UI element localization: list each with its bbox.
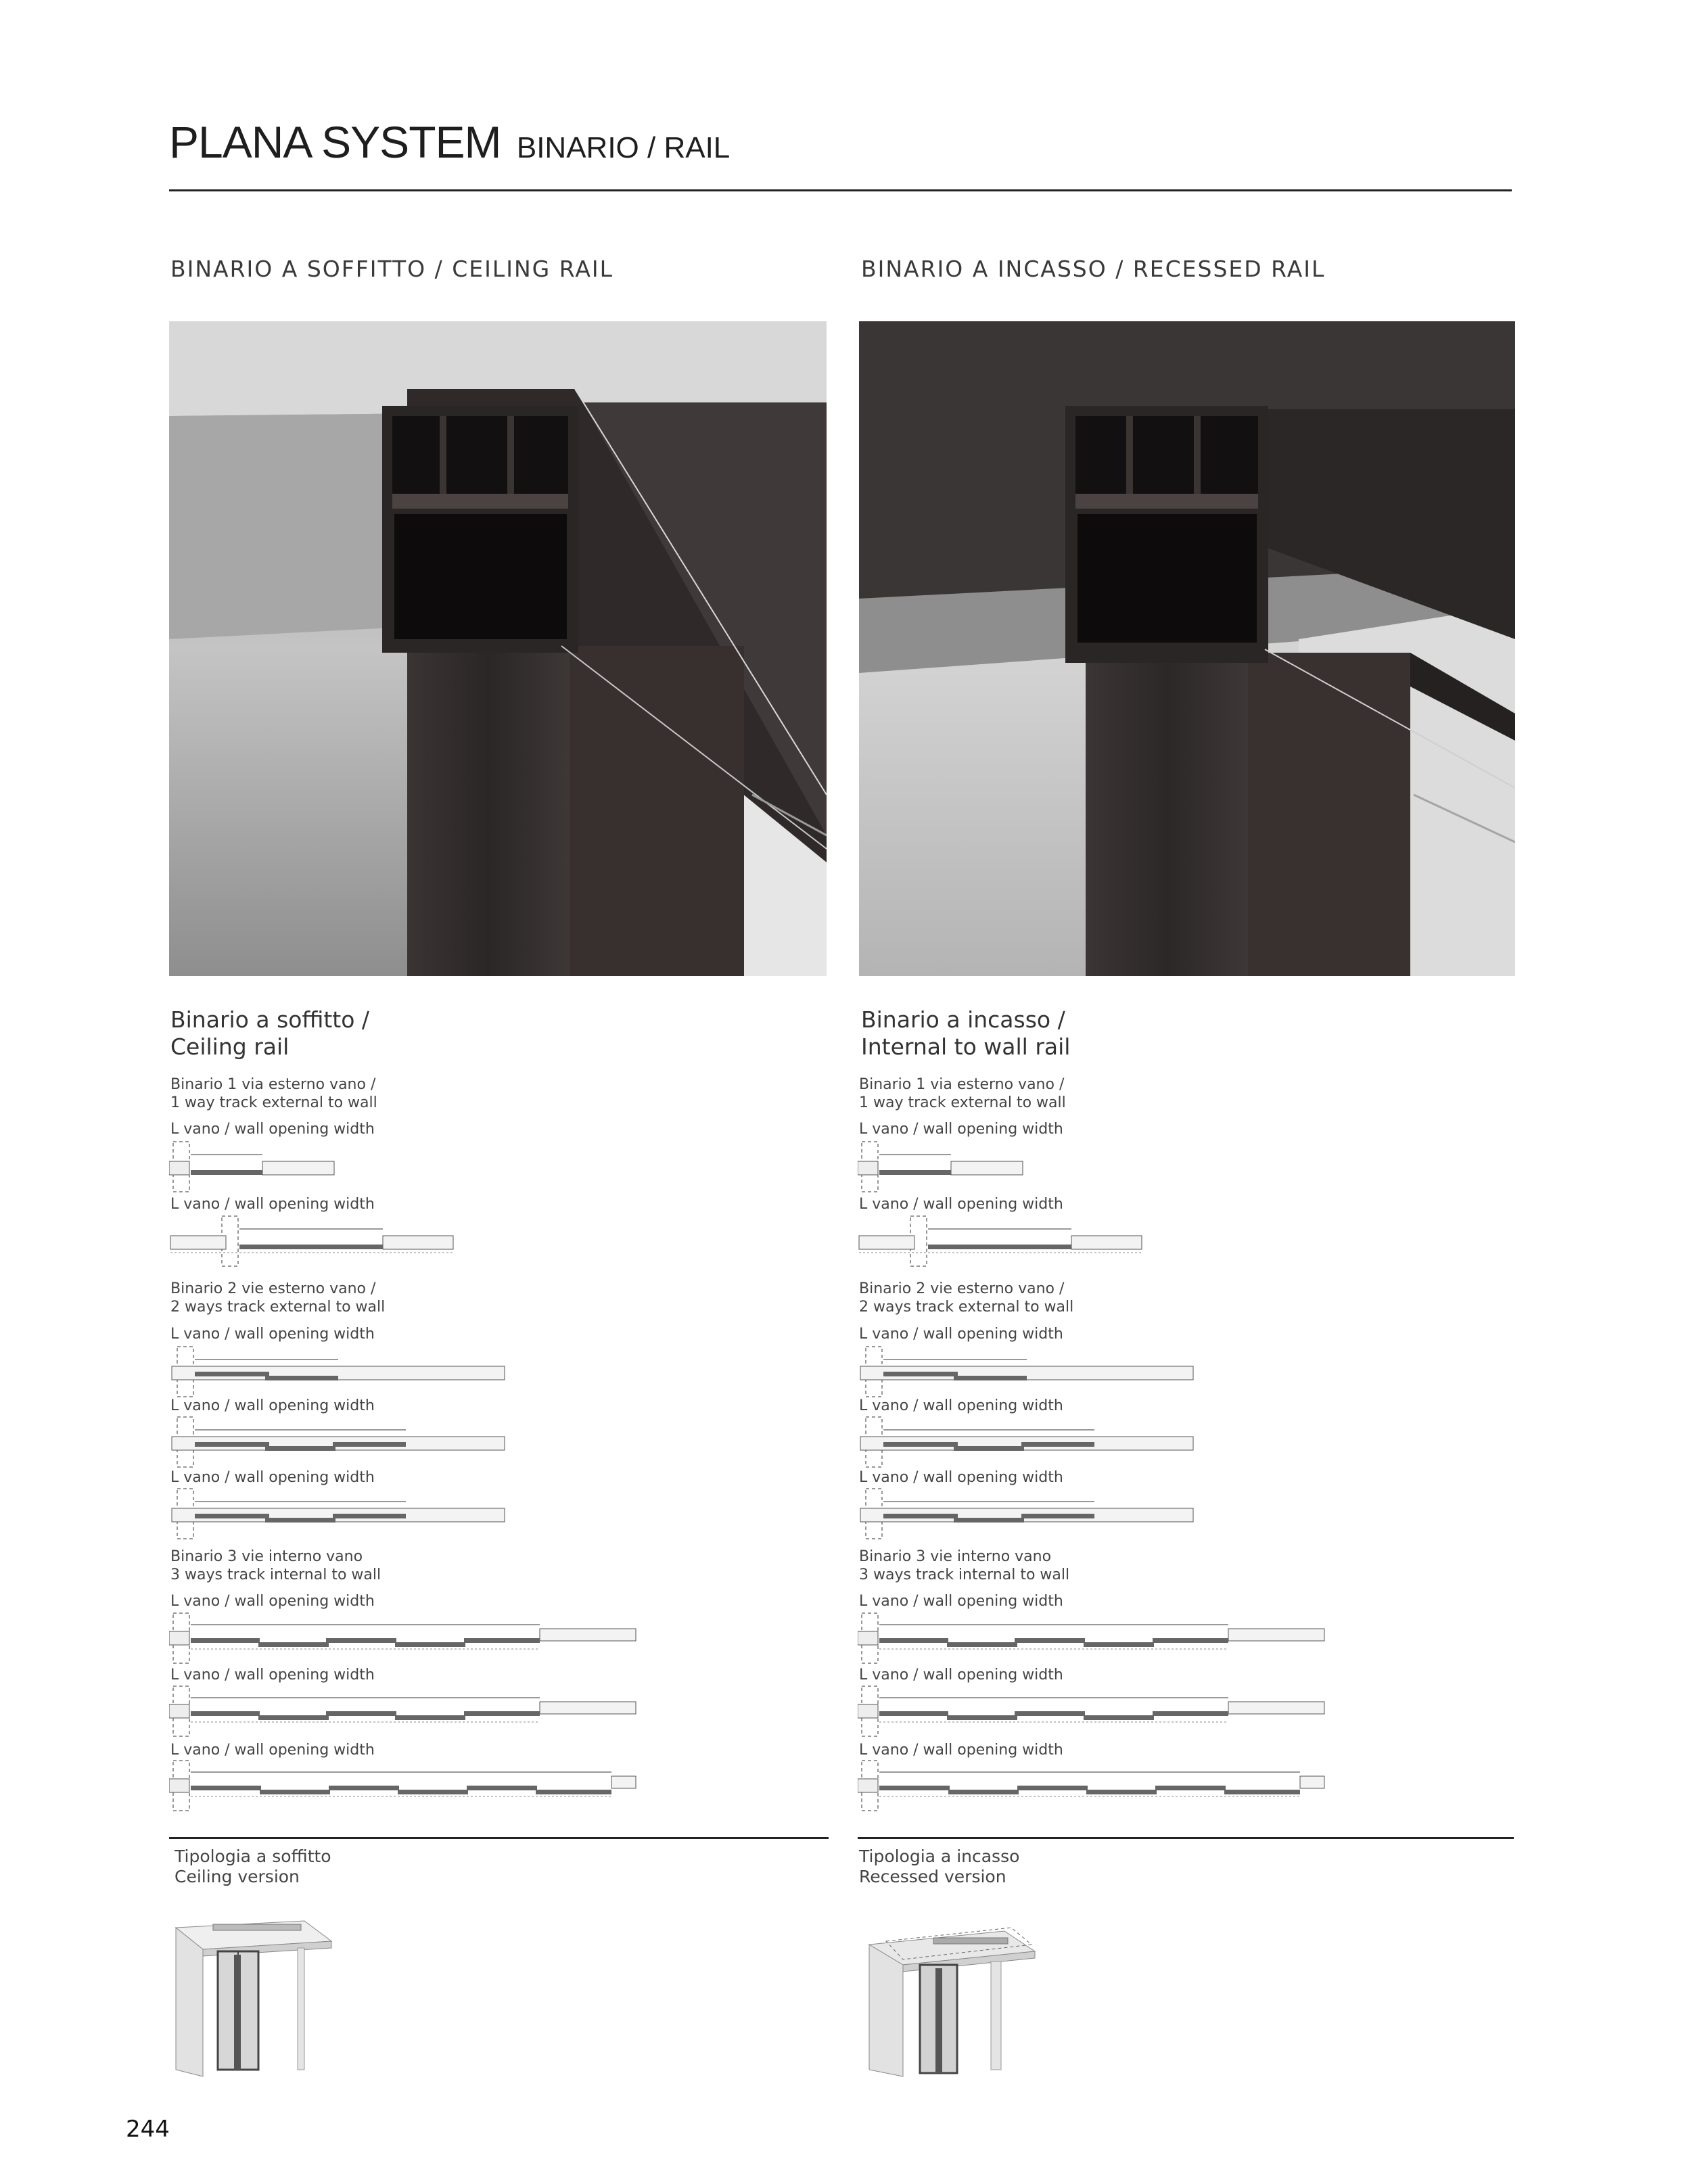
right-version-line1: Tipologia a incasso xyxy=(859,1846,1020,1866)
left-diagram-1way-a xyxy=(169,1140,338,1194)
right-diagram-1way-a xyxy=(858,1140,1027,1194)
ceiling-rail-photo xyxy=(169,321,827,976)
left-caption-line2: Ceiling rail xyxy=(170,1033,289,1060)
left-version-rule xyxy=(169,1837,829,1839)
left-diagram-2way-a xyxy=(169,1345,507,1399)
left-version-line1: Tipologia a soffitto xyxy=(175,1846,331,1866)
left-dim-label: L vano / wall opening width xyxy=(170,1196,375,1213)
right-one-way-it: Binario 1 via esterno vano / xyxy=(859,1076,1065,1093)
right-dim-label: L vano / wall opening width xyxy=(859,1742,1063,1759)
right-two-way-en: 2 ways track external to wall xyxy=(859,1299,1074,1316)
left-diagram-3way-a xyxy=(169,1611,643,1665)
left-version-line2: Ceiling version xyxy=(175,1867,300,1886)
page-title-sub: BINARIO / RAIL xyxy=(516,131,731,164)
right-three-way-heading xyxy=(859,1548,1069,1584)
right-version-rule xyxy=(858,1837,1514,1839)
right-section-title: BINARIO A INCASSO / RECESSED RAIL xyxy=(861,256,1326,282)
right-diagram-3way-a xyxy=(858,1611,1331,1665)
recessed-rail-photo xyxy=(859,321,1515,976)
left-diagram-2way-b xyxy=(169,1415,507,1469)
left-two-way-en: 2 ways track external to wall xyxy=(170,1299,386,1316)
right-two-way-it: Binario 2 vie esterno vano / xyxy=(859,1280,1065,1297)
ceiling-version-illustration xyxy=(169,1901,338,2083)
left-diagram-3way-b xyxy=(169,1684,643,1738)
right-two-way-heading xyxy=(859,1280,1073,1316)
right-three-way-en: 3 ways track internal to wall xyxy=(859,1566,1070,1583)
right-dim-label: L vano / wall opening width xyxy=(859,1196,1063,1213)
right-dim-label: L vano / wall opening width xyxy=(859,1593,1063,1610)
left-dim-label: L vano / wall opening width xyxy=(170,1593,375,1610)
right-caption xyxy=(861,1006,1070,1061)
left-dim-label: L vano / wall opening width xyxy=(170,1121,375,1138)
right-dim-label: L vano / wall opening width xyxy=(859,1469,1063,1486)
left-diagram-1way-b xyxy=(169,1214,460,1268)
page-title-main: PLANA SYSTEM xyxy=(169,117,501,167)
left-diagram-2way-c xyxy=(169,1487,507,1541)
right-diagram-3way-b xyxy=(858,1684,1331,1738)
left-one-way-heading xyxy=(170,1075,377,1112)
right-one-way-heading xyxy=(859,1075,1066,1112)
left-dim-label: L vano / wall opening width xyxy=(170,1742,375,1759)
right-caption-line2: Internal to wall rail xyxy=(861,1033,1071,1060)
right-version-caption xyxy=(859,1846,1019,1887)
left-two-way-heading xyxy=(170,1280,385,1316)
right-dim-label: L vano / wall opening width xyxy=(859,1397,1063,1414)
right-one-way-en: 1 way track external to wall xyxy=(859,1094,1066,1111)
left-dim-label: L vano / wall opening width xyxy=(170,1469,375,1486)
page-number: 244 xyxy=(126,2116,170,2143)
left-caption xyxy=(170,1006,369,1061)
left-one-way-it: Binario 1 via esterno vano / xyxy=(170,1076,376,1093)
right-dim-label: L vano / wall opening width xyxy=(859,1121,1063,1138)
left-two-way-it: Binario 2 vie esterno vano / xyxy=(170,1280,376,1297)
left-version-caption xyxy=(175,1846,331,1887)
left-three-way-en: 3 ways track internal to wall xyxy=(170,1566,381,1583)
left-three-way-heading xyxy=(170,1548,381,1584)
right-diagram-1way-b xyxy=(858,1214,1149,1268)
left-caption-line1: Binario a soffitto / xyxy=(170,1006,370,1033)
left-dim-label: L vano / wall opening width xyxy=(170,1397,375,1414)
left-one-way-en: 1 way track external to wall xyxy=(170,1094,377,1111)
left-three-way-it: Binario 3 vie interno vano xyxy=(170,1548,363,1565)
right-dim-label: L vano / wall opening width xyxy=(859,1326,1063,1343)
left-section-title: BINARIO A SOFFITTO / CEILING RAIL xyxy=(170,256,614,282)
right-diagram-2way-b xyxy=(858,1415,1196,1469)
left-diagram-3way-c xyxy=(169,1759,643,1813)
right-diagram-3way-c xyxy=(858,1759,1331,1813)
page-title xyxy=(169,116,730,168)
right-diagram-2way-c xyxy=(858,1487,1196,1541)
right-version-line2: Recessed version xyxy=(859,1867,1006,1886)
left-dim-label: L vano / wall opening width xyxy=(170,1667,375,1683)
recessed-version-illustration xyxy=(856,1897,1045,2087)
right-diagram-2way-a xyxy=(858,1345,1196,1399)
left-dim-label: L vano / wall opening width xyxy=(170,1326,375,1343)
header-rule xyxy=(169,189,1512,191)
right-dim-label: L vano / wall opening width xyxy=(859,1667,1063,1683)
right-three-way-it: Binario 3 vie interno vano xyxy=(859,1548,1052,1565)
right-caption-line1: Binario a incasso / xyxy=(861,1006,1065,1033)
